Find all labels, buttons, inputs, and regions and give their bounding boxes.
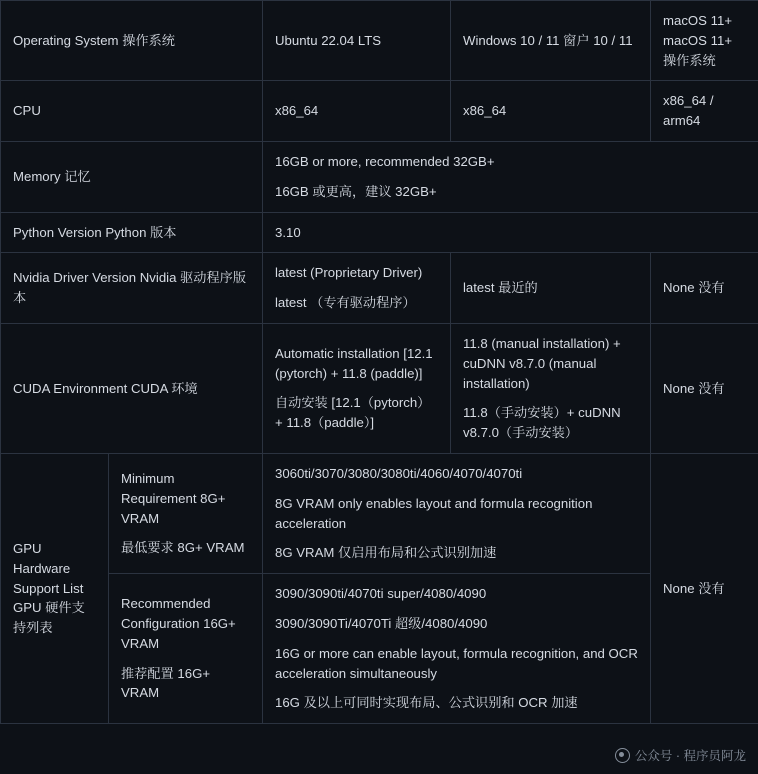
table-row-python-version [1, 212, 758, 253]
nvidia-linux-zh: latest （专有驱动程序） [275, 295, 416, 311]
gpu-tier-minimum-en: Minimum Requirement 8G+ VRAM [121, 470, 226, 526]
cell-gpu-tier-minimum-label [109, 453, 263, 573]
cell-nvidia-windows: latest 最近的 [451, 253, 651, 324]
memory-value-en: 16GB or more, recommended 32GB+ [275, 153, 495, 169]
row-label-operating-system: Operating System 操作系统 [1, 1, 263, 81]
row-label-memory: Memory 记忆 [1, 141, 263, 212]
cell-gpu-mac: None 没有 [651, 453, 758, 723]
cell-gpu-tier-recommended-label [109, 574, 263, 724]
table-row-gpu-recommended [1, 574, 758, 724]
cell-cuda-windows [451, 323, 651, 453]
row-label-cpu: CPU [1, 81, 263, 142]
gpu-minimum-note-zh: 8G VRAM 仅启用布局和公式识别加速 [275, 545, 497, 561]
cell-cpu-mac: x86_64 / arm64 [651, 81, 758, 142]
row-label-python-version: Python Version Python 版本 [1, 212, 263, 253]
watermark-text: 公众号 · 程序员阿龙 [634, 749, 746, 763]
row-label-nvidia-driver: Nvidia Driver Version Nvidia 驱动程序版本 [1, 253, 263, 324]
cell-memory-value [263, 141, 758, 212]
table-row-nvidia-driver [1, 253, 758, 324]
gpu-recommended-note-zh: 16G 及以上可同时实现布局、公式识别和 OCR 加速 [275, 695, 578, 711]
gpu-recommended-models-zh: 3090/3090Ti/4070Ti 超级/4080/4090 [275, 615, 488, 631]
cell-nvidia-mac: None 没有 [651, 253, 758, 324]
gpu-recommended-note-en: 16G or more can enable layout, formula recognition, and OCR acceleration simultaneously [275, 645, 638, 681]
cuda-linux-zh: 自动安装 [12.1（pytorch）+ 11.8（paddle）] [275, 395, 431, 431]
cuda-linux-en: Automatic installation [12.1 (pytorch) + 11.8 (paddle)] [275, 345, 433, 381]
gpu-minimum-note-en: 8G VRAM only enables layout and formula recognition acceleration [275, 495, 593, 531]
table-row-gpu-minimum [1, 453, 758, 573]
gpu-recommended-models: 3090/3090ti/4070ti super/4080/4090 [275, 586, 487, 602]
gpu-tier-recommended-en: Recommended Configuration 16G+ VRAM [121, 596, 236, 651]
cell-cpu-linux: x86_64 [263, 81, 451, 142]
cell-os-mac: macOS 11+ macOS 11+ 操作系统 [651, 1, 758, 81]
row-label-cuda-environment: CUDA Environment CUDA 环境 [1, 323, 263, 453]
circle-avatar-icon [615, 748, 630, 763]
cell-os-linux: Ubuntu 22.04 LTS [263, 1, 451, 81]
cuda-windows-en: 11.8 (manual installation) + cuDNN v8.7.0 (manual installation) [463, 335, 621, 391]
cuda-windows-zh: 11.8（手动安装）+ cuDNN v8.7.0（手动安装） [463, 405, 621, 441]
table-row-operating-system [1, 1, 758, 81]
cell-gpu-tier-minimum-detail [263, 453, 651, 573]
table-row-cpu [1, 81, 758, 142]
cell-cuda-mac: None 没有 [651, 323, 758, 453]
cell-cpu-windows: x86_64 [451, 81, 651, 142]
cell-python-version-value: 3.10 [263, 212, 758, 253]
gpu-tier-recommended-zh: 推荐配置 16G+ VRAM [121, 665, 211, 701]
nvidia-linux-en: latest (Proprietary Driver) [275, 265, 423, 281]
table-row-memory [1, 141, 758, 212]
gpu-minimum-models: 3060ti/3070/3080/3080ti/4060/4070/4070ti [275, 465, 523, 481]
cell-nvidia-linux [263, 253, 451, 324]
memory-value-zh: 16GB 或更高，建议 32GB+ [275, 183, 437, 199]
row-label-gpu-support-list: GPU Hardware Support List GPU 硬件支持列表 [1, 453, 109, 723]
table-row-cuda-environment [1, 323, 758, 453]
gpu-tier-minimum-zh: 最低要求 8G+ VRAM [121, 540, 245, 556]
cell-cuda-linux [263, 323, 451, 453]
watermark [615, 746, 746, 764]
cell-os-windows: Windows 10 / 11 窗户 10 / 11 [451, 1, 651, 81]
cell-gpu-tier-recommended-detail [263, 574, 651, 724]
